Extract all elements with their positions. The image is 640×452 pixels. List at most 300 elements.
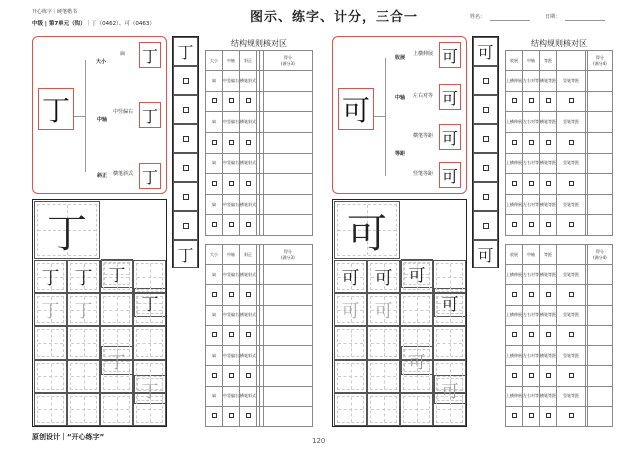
check-cell[interactable] <box>540 406 557 426</box>
practice-cell[interactable] <box>133 260 166 293</box>
rule-cell: 上横伸展 <box>506 386 523 406</box>
check-cell[interactable] <box>557 215 586 236</box>
check-cell[interactable] <box>223 366 240 386</box>
name-field[interactable] <box>490 20 530 21</box>
blank-cell <box>587 194 612 215</box>
check-cell[interactable] <box>206 285 223 305</box>
checkbox[interactable] <box>569 98 574 103</box>
label-equal: 等距 <box>395 151 406 157</box>
check-cell[interactable] <box>206 325 223 345</box>
brand: 开心练字｜硬笔楷书 <box>32 9 78 15</box>
score-label: 得分 <box>595 248 604 254</box>
checkbox[interactable] <box>546 181 551 186</box>
rule-cell: 扁 <box>206 386 223 406</box>
column-cell[interactable] <box>473 153 498 182</box>
checkbox[interactable] <box>229 140 234 145</box>
header-cell: 大小 <box>206 245 223 265</box>
column-cell[interactable] <box>173 66 198 95</box>
check-cell[interactable] <box>557 325 586 345</box>
practice-cell[interactable] <box>400 393 433 426</box>
rule-cell: 中竖偏右 <box>223 346 240 366</box>
checkbox[interactable] <box>529 181 534 186</box>
rule-cell: 横笔斜式 <box>240 71 257 92</box>
rule-cell: 竖笔等距 <box>557 112 586 133</box>
checkbox[interactable] <box>246 98 251 103</box>
check-cell[interactable] <box>557 132 586 153</box>
practice-cell[interactable] <box>100 393 133 426</box>
table-title: 结构规则核对区 <box>231 39 287 48</box>
check-cell[interactable] <box>523 325 540 345</box>
check-table-right-bottom <box>505 244 613 427</box>
check-cell[interactable] <box>223 91 240 112</box>
checkbox[interactable] <box>512 222 517 227</box>
rule-cell: 上横伸展 <box>506 265 523 285</box>
score-cell[interactable] <box>587 215 612 236</box>
practice-cell[interactable] <box>100 293 133 326</box>
practice-cell[interactable] <box>67 260 100 293</box>
practice-cell[interactable] <box>367 393 400 426</box>
score-header <box>587 245 612 265</box>
name-label: 姓名： <box>470 14 486 20</box>
date-field[interactable] <box>565 20 605 21</box>
rule-cell: 竖笔等距 <box>557 386 586 406</box>
rule-cell: 扁 <box>206 305 223 325</box>
mi-guide <box>337 363 364 390</box>
check-cell[interactable] <box>240 132 257 153</box>
check-cell[interactable] <box>523 132 540 153</box>
checkbox[interactable] <box>546 413 551 418</box>
rule-cell: 左右对等 <box>523 153 540 174</box>
practice-cell[interactable] <box>334 360 367 393</box>
checkbox[interactable] <box>529 98 534 103</box>
practice-char: 可 <box>408 353 426 373</box>
check-cell[interactable] <box>557 91 586 112</box>
connector <box>374 116 385 117</box>
check-cell[interactable] <box>223 285 240 305</box>
check-cell[interactable] <box>523 406 540 426</box>
practice-char: 可 <box>341 300 360 322</box>
check-cell[interactable] <box>223 132 240 153</box>
check-cell[interactable] <box>223 215 240 236</box>
unit-chars: ｜丁（0462）、可（0463） <box>85 21 155 27</box>
checkbox[interactable] <box>529 373 534 378</box>
checkbox[interactable] <box>483 165 489 171</box>
blank-cell <box>263 194 312 215</box>
checkbox[interactable] <box>546 98 551 103</box>
mi-guide <box>136 263 163 290</box>
rule-cell: 横笔等距 <box>540 112 557 133</box>
check-cell[interactable] <box>506 366 523 386</box>
score-cell[interactable] <box>587 366 612 386</box>
checkbox[interactable] <box>569 292 574 297</box>
label-axis: 中轴 <box>395 95 406 101</box>
score-cell[interactable] <box>263 174 312 195</box>
checkbox[interactable] <box>546 140 551 145</box>
practice-cell[interactable] <box>34 293 67 326</box>
header-cell: 收展 <box>506 245 523 265</box>
check-cell[interactable] <box>240 91 257 112</box>
rule-cell: 左右对等 <box>523 305 540 325</box>
checkbox[interactable] <box>229 332 234 337</box>
rule-cell: 左右对等 <box>523 112 540 133</box>
score-cell[interactable] <box>263 215 312 236</box>
label-axis: 中轴 <box>97 117 108 123</box>
check-cell[interactable] <box>540 91 557 112</box>
checkbox[interactable] <box>246 140 251 145</box>
mi-guide <box>37 329 64 356</box>
label-equal-value: 横笔等距 <box>413 133 434 139</box>
practice-char: 丁 <box>108 266 126 286</box>
mi-guide <box>403 396 430 423</box>
check-cell[interactable] <box>540 366 557 386</box>
score-cell[interactable] <box>587 406 612 426</box>
rule-cell: 竖笔等距 <box>557 305 586 325</box>
checkbox[interactable] <box>569 140 574 145</box>
practice-char: 可 <box>441 295 459 315</box>
rule-cell: 中竖偏右 <box>223 153 240 174</box>
table-title: 结构规则核对区 <box>531 39 587 48</box>
checkbox[interactable] <box>212 181 217 186</box>
header-cell: 收展 <box>506 51 523 71</box>
practice-char: 可 <box>341 267 360 289</box>
check-cell[interactable] <box>540 132 557 153</box>
checkbox[interactable] <box>483 136 489 142</box>
rule-cell: 竖笔等距 <box>557 346 586 366</box>
score-cell[interactable] <box>263 406 312 426</box>
practice-char: 丁 <box>108 353 126 373</box>
score-cell[interactable] <box>263 325 312 345</box>
checkbox[interactable] <box>512 181 517 186</box>
checkbox[interactable] <box>229 292 234 297</box>
column-cell[interactable] <box>473 95 498 124</box>
check-cell[interactable] <box>557 366 586 386</box>
checkbox[interactable] <box>569 181 574 186</box>
check-cell[interactable] <box>240 406 257 426</box>
rule-cell: 竖笔等距 <box>557 153 586 174</box>
checkbox[interactable] <box>569 222 574 227</box>
checkbox[interactable] <box>546 292 551 297</box>
practice-cell[interactable] <box>367 326 400 359</box>
check-cell[interactable] <box>240 366 257 386</box>
checkbox[interactable] <box>512 373 517 378</box>
page-title: 图示、练字、计分，三合一 <box>250 10 419 25</box>
score-cell[interactable] <box>263 91 312 112</box>
checkbox[interactable] <box>569 413 574 418</box>
practice-char: 丁 <box>41 300 60 322</box>
practice-cell[interactable] <box>367 260 400 293</box>
column-guide-right <box>472 36 499 268</box>
score-note: (满分4) <box>593 60 607 66</box>
practice-cell[interactable] <box>67 360 100 393</box>
checkbox[interactable] <box>512 98 517 103</box>
diagram-sub-char: 可 <box>439 42 461 68</box>
blank-cell <box>263 112 312 133</box>
practice-char: 可 <box>408 266 426 286</box>
checkbox[interactable] <box>212 222 217 227</box>
check-cell[interactable] <box>206 215 223 236</box>
score-note: (满分3) <box>281 60 295 66</box>
label-size-value: 扁 <box>120 51 126 57</box>
blank-cell <box>263 265 312 285</box>
practice-cell[interactable] <box>133 326 166 359</box>
rule-cell: 竖笔等距 <box>557 265 586 285</box>
checkbox[interactable] <box>483 107 489 113</box>
check-cell[interactable] <box>557 285 586 305</box>
connector <box>385 58 386 176</box>
column-cell[interactable] <box>173 153 198 182</box>
rule-cell: 横笔等距 <box>540 305 557 325</box>
practice-cell[interactable] <box>433 326 466 359</box>
checkbox[interactable] <box>483 223 489 229</box>
rule-cell: 横笔等距 <box>540 265 557 285</box>
rule-cell: 扁 <box>206 346 223 366</box>
checkbox[interactable] <box>546 373 551 378</box>
rule-cell: 中竖偏右 <box>223 305 240 325</box>
rule-cell: 左右对等 <box>523 386 540 406</box>
practice-cell[interactable] <box>34 360 67 393</box>
column-cell[interactable] <box>473 211 498 240</box>
practice-cell[interactable] <box>433 260 466 293</box>
label-slant: 斜正 <box>97 173 108 179</box>
check-cell[interactable] <box>540 325 557 345</box>
checkbox[interactable] <box>212 140 217 145</box>
checkbox[interactable] <box>246 181 251 186</box>
check-cell[interactable] <box>240 215 257 236</box>
score-cell[interactable] <box>587 285 612 305</box>
rule-cell: 中竖偏右 <box>223 194 240 215</box>
check-cell[interactable] <box>506 406 523 426</box>
check-cell[interactable] <box>523 215 540 236</box>
rule-cell: 横笔斜式 <box>240 153 257 174</box>
check-cell[interactable] <box>240 285 257 305</box>
check-cell[interactable] <box>540 285 557 305</box>
check-cell[interactable] <box>223 174 240 195</box>
check-cell[interactable] <box>523 174 540 195</box>
checkbox[interactable] <box>246 413 251 418</box>
practice-cell[interactable] <box>34 260 67 293</box>
checkbox[interactable] <box>183 223 189 229</box>
rule-cell: 上横伸展 <box>506 71 523 92</box>
label-slant-value: 横笔斜式 <box>113 171 134 177</box>
practice-cell[interactable] <box>34 326 67 359</box>
practice-big-cell <box>34 201 100 259</box>
checkbox[interactable] <box>212 373 217 378</box>
check-cell[interactable] <box>506 215 523 236</box>
label-shrink-value: 上横伸展 <box>413 51 434 57</box>
checkbox[interactable] <box>483 194 489 200</box>
checkbox[interactable] <box>212 332 217 337</box>
checkbox[interactable] <box>512 332 517 337</box>
rule-cell: 扁 <box>206 71 223 92</box>
checkbox[interactable] <box>229 222 234 227</box>
check-cell[interactable] <box>240 325 257 345</box>
check-cell[interactable] <box>523 91 540 112</box>
practice-cell[interactable] <box>367 293 400 326</box>
rule-cell: 横笔等距 <box>540 386 557 406</box>
check-cell[interactable] <box>506 325 523 345</box>
check-cell[interactable] <box>240 174 257 195</box>
score-header <box>587 51 612 71</box>
checkbox[interactable] <box>512 292 517 297</box>
blank-cell <box>587 265 612 285</box>
blank-cell <box>263 346 312 366</box>
blank-cell <box>587 153 612 174</box>
practice-char: 可 <box>374 267 393 289</box>
header-cell: 等距 <box>540 245 557 265</box>
checkbox[interactable] <box>183 78 189 84</box>
column-cell[interactable] <box>173 182 198 211</box>
rule-cell: 扁 <box>206 194 223 215</box>
practice-char: 丁 <box>41 267 60 289</box>
label-equal-value: 竖笔等距 <box>413 171 434 177</box>
mi-guide <box>403 296 430 323</box>
unit-label <box>32 19 155 27</box>
checkbox[interactable] <box>483 78 489 84</box>
rule-cell: 上横伸展 <box>506 112 523 133</box>
header-cell: 等距 <box>540 51 557 71</box>
check-cell[interactable] <box>206 132 223 153</box>
mi-guide <box>70 363 97 390</box>
check-cell[interactable] <box>206 174 223 195</box>
checkbox[interactable] <box>546 222 551 227</box>
column-cell[interactable] <box>173 211 198 240</box>
practice-char: 丁 <box>141 382 159 402</box>
rule-cell: 竖笔等距 <box>557 194 586 215</box>
check-cell[interactable] <box>206 366 223 386</box>
rule-cell: 上横伸展 <box>506 194 523 215</box>
column-cell[interactable] <box>473 182 498 211</box>
checkbox[interactable] <box>569 332 574 337</box>
check-cell[interactable] <box>523 285 540 305</box>
check-cell[interactable] <box>523 366 540 386</box>
practice-cell[interactable] <box>334 326 367 359</box>
rule-cell: 竖笔等距 <box>557 71 586 92</box>
rule-cell: 横笔等距 <box>540 194 557 215</box>
score-cell[interactable] <box>263 132 312 153</box>
rule-cell: 左右对等 <box>523 71 540 92</box>
diagram-main-char: 丁 <box>38 88 74 130</box>
header-cell: 中轴 <box>223 245 240 265</box>
practice-cell[interactable] <box>67 293 100 326</box>
check-cell[interactable] <box>506 91 523 112</box>
checkbox[interactable] <box>569 373 574 378</box>
checkbox[interactable] <box>229 181 234 186</box>
score-header <box>263 245 312 265</box>
checkbox[interactable] <box>546 332 551 337</box>
checkbox[interactable] <box>183 165 189 171</box>
checkbox[interactable] <box>529 222 534 227</box>
diagram-sub-char: 丁 <box>139 163 161 189</box>
score-cell[interactable] <box>587 132 612 153</box>
check-cell[interactable] <box>223 406 240 426</box>
blank-cell <box>263 305 312 325</box>
checkbox[interactable] <box>529 413 534 418</box>
checkbox[interactable] <box>512 140 517 145</box>
checkbox[interactable] <box>212 292 217 297</box>
checkbox[interactable] <box>246 373 251 378</box>
diagram-sub-char: 丁 <box>139 102 161 128</box>
rule-cell: 中竖偏右 <box>223 386 240 406</box>
check-cell[interactable] <box>540 215 557 236</box>
rule-cell: 横笔斜式 <box>240 112 257 133</box>
checkbox[interactable] <box>512 413 517 418</box>
header-cell: 大小 <box>206 51 223 71</box>
checkbox[interactable] <box>229 373 234 378</box>
checkbox[interactable] <box>229 98 234 103</box>
checkbox[interactable] <box>183 107 189 113</box>
check-cell[interactable] <box>540 174 557 195</box>
score-cell[interactable] <box>263 285 312 305</box>
column-cell[interactable] <box>173 95 198 124</box>
checkbox[interactable] <box>183 136 189 142</box>
practice-cell[interactable] <box>400 293 433 326</box>
checkbox[interactable] <box>246 292 251 297</box>
diagram-main-char: 可 <box>338 88 374 130</box>
check-cell[interactable] <box>557 174 586 195</box>
column-cell[interactable] <box>473 124 498 153</box>
practice-cell[interactable] <box>67 393 100 426</box>
checkbox[interactable] <box>183 194 189 200</box>
checkbox[interactable] <box>529 292 534 297</box>
check-cell[interactable] <box>506 174 523 195</box>
score-cell[interactable] <box>587 174 612 195</box>
rule-cell: 中竖偏右 <box>223 71 240 92</box>
checkbox[interactable] <box>212 413 217 418</box>
header-cell: 斜正 <box>240 51 257 71</box>
mi-guide <box>37 396 64 423</box>
blank-cell <box>263 71 312 92</box>
mi-guide <box>136 329 163 356</box>
column-char: 可 <box>473 240 498 268</box>
rule-cell: 左右对等 <box>523 265 540 285</box>
score-label: 得分 <box>595 54 604 60</box>
check-cell[interactable] <box>506 132 523 153</box>
column-cell[interactable] <box>473 66 498 95</box>
practice-cell[interactable] <box>34 393 67 426</box>
blank-cell <box>263 153 312 174</box>
check-cell[interactable] <box>506 285 523 305</box>
mi-guide <box>370 363 397 390</box>
column-guide-left <box>172 36 199 268</box>
score-cell[interactable] <box>587 91 612 112</box>
rule-cell: 横笔斜式 <box>240 194 257 215</box>
checkbox[interactable] <box>529 140 534 145</box>
checkbox[interactable] <box>229 413 234 418</box>
check-cell[interactable] <box>206 91 223 112</box>
score-cell[interactable] <box>587 325 612 345</box>
checkbox[interactable] <box>246 222 251 227</box>
header-cell: 中轴 <box>523 51 540 71</box>
checkbox[interactable] <box>246 332 251 337</box>
checkbox[interactable] <box>212 98 217 103</box>
practice-cell[interactable] <box>334 293 367 326</box>
practice-cell[interactable] <box>334 393 367 426</box>
check-cell[interactable] <box>557 406 586 426</box>
checkbox[interactable] <box>529 332 534 337</box>
practice-cell[interactable] <box>67 326 100 359</box>
score-cell[interactable] <box>263 366 312 386</box>
diagram-sub-char: 可 <box>439 84 461 110</box>
score-label: 得分 <box>283 54 292 60</box>
check-cell[interactable] <box>206 406 223 426</box>
diagram-sub-char: 可 <box>439 124 461 150</box>
mi-guide <box>436 329 463 356</box>
practice-char: 可 <box>347 210 387 257</box>
column-cell[interactable] <box>173 124 198 153</box>
practice-cell[interactable] <box>334 260 367 293</box>
practice-cell[interactable] <box>367 360 400 393</box>
check-cell[interactable] <box>223 325 240 345</box>
